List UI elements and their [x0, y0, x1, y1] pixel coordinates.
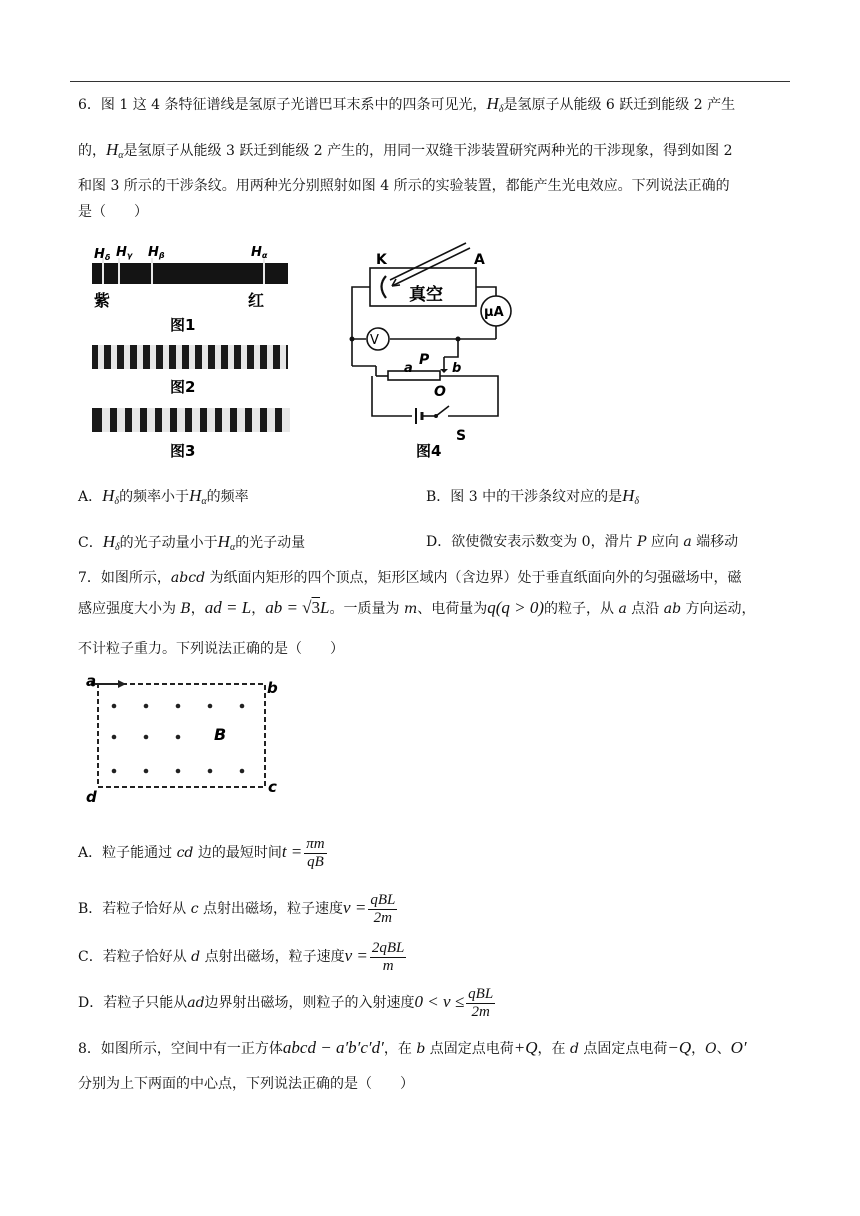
corner-d-label: d: [86, 788, 97, 806]
q6-option-b: B．图 3 中的干涉条纹对应的是$H_\delta$: [426, 486, 640, 507]
corner-c-label: c: [268, 778, 277, 796]
q8-line-1: 8．如图所示，空间中有一正方体abcd − a′b′c′d′，在 b 点固定点电荷+Q，在 d 点固定点电荷−Q，O、O′: [78, 1038, 747, 1057]
fig2-caption: 图2: [170, 378, 196, 396]
q7-line-2: 感应强度大小为 B，ad = L，ab = √3L。一质量为 m、电荷量为q(q > 0)的粒子，从 a 点沿 ab 方向运动，: [78, 598, 756, 617]
bright-fringe: [241, 345, 247, 369]
field-dot: [144, 735, 149, 740]
q6-line-3: 和图 3 所示的干涉条纹。用两种光分别照射如图 4 所示的实验装置，都能产生光电效应。下列说法正确的: [78, 178, 730, 194]
fig3-fringes: [92, 408, 290, 432]
h-alpha-symbol: $H_\alpha$: [106, 140, 124, 161]
bright-fringe: [117, 408, 125, 432]
field-dot: [176, 769, 181, 774]
q7-line-3: 不计粒子重力。下列说法正确的是（ ）: [78, 641, 344, 657]
slider-p-label: P: [419, 352, 430, 368]
q6-line-2: 的，$H_\alpha$是氢原子从能级 3 跃迁到能级 2 产生的，用同一双缝干涉装置研究两种光的干涉现象，得到如图 2: [78, 140, 733, 161]
violet-label: 紫: [94, 291, 111, 310]
bright-fringe: [111, 345, 117, 369]
voltmeter-label: V: [370, 333, 379, 348]
bright-fringe: [176, 345, 182, 369]
corner-b-label: b: [267, 679, 278, 697]
field-dot: [176, 704, 181, 709]
corner-a-label: a: [86, 672, 97, 690]
bright-fringe: [237, 408, 245, 432]
red-label: 红: [248, 291, 265, 310]
field-dot: [240, 769, 245, 774]
bright-fringe: [228, 345, 234, 369]
velocity-arrow-icon: [118, 680, 126, 688]
field-dot: [112, 704, 117, 709]
bright-fringe: [202, 345, 208, 369]
bright-fringe: [162, 408, 170, 432]
bright-fringe: [192, 408, 200, 432]
magnetic-field-figure: [80, 670, 285, 820]
bright-fringe: [147, 408, 155, 432]
bright-fringe: [215, 345, 221, 369]
vacuum-label: 真空: [409, 285, 443, 305]
bright-fringe: [124, 345, 130, 369]
bright-fringe: [207, 408, 215, 432]
q6-line-1: 6．图 1 这 4 条特征谱线是氢原子光谱巴耳末系中的四条可见光，$H_\delta$是氢原子从能级 6 跃迁到能级 2 产生: [78, 94, 736, 115]
cathode-label: K: [376, 252, 387, 268]
q7-option-c: C．若粒子恰好从 d 点射出磁场，粒子速度v = $\frac{\text{2qBL}}{m}$: [78, 939, 405, 974]
bright-fringe: [150, 345, 156, 369]
end-a-label: a: [404, 361, 413, 376]
q7-line-1: 7．如图所示，abcd 为纸面内矩形的四个顶点，矩形区域内（含边界）处于垂直纸面向外的匀强磁场中，磁: [78, 570, 742, 586]
ammeter-label: μA: [484, 305, 504, 320]
bright-fringe: [98, 345, 104, 369]
q7-option-d: D．若粒子只能从ad边界射出磁场，则粒子的入射速度0 < v ≤ $\frac{\text{qBL}}{2m}$: [78, 985, 494, 1020]
rheostat: [388, 371, 440, 380]
q6-option-d: D．欲使微安表示数变为 0，滑片 P 应向 a 端移动: [426, 534, 739, 550]
bright-fringe: [137, 345, 143, 369]
q7-option-a: A．粒子能通过 cd 边的最短时间t = $\frac{\pi m}{qB}$: [78, 835, 325, 870]
bright-fringe: [177, 408, 185, 432]
field-dot: [144, 704, 149, 709]
spectrum-bar: [92, 263, 288, 284]
bright-fringe: [189, 345, 195, 369]
switch-s-label: S: [456, 428, 467, 444]
fig1-caption: 图1: [170, 316, 196, 334]
line-label-beta: Hβ: [148, 245, 165, 260]
bright-fringe: [163, 345, 169, 369]
anode-label: A: [474, 252, 485, 268]
bright-fringe: [132, 408, 140, 432]
bright-fringe: [254, 345, 260, 369]
line-label-delta: Hδ: [94, 247, 111, 262]
field-dot: [240, 704, 245, 709]
field-dot: [208, 704, 213, 709]
fig4-caption: 图4: [416, 442, 442, 460]
q6-option-a: A．$H_\delta$的频率小于$H_\alpha$的频率: [78, 486, 249, 507]
field-dot: [176, 735, 181, 740]
h-delta-symbol: $H_\delta$: [486, 94, 504, 115]
q6-option-c: C．$H_\delta$的光子动量小于$H_\alpha$的光子动量: [78, 532, 306, 553]
bright-fringe: [102, 408, 110, 432]
figure-4-circuit: [346, 240, 526, 462]
field-dot: [112, 769, 117, 774]
q6-line-4: 是（ ）: [78, 204, 148, 220]
bright-fringe: [282, 408, 290, 432]
figure-1-2-3: [88, 238, 298, 463]
line-label-alpha: Hα: [251, 245, 268, 260]
field-dot: [144, 769, 149, 774]
field-b-label: B: [214, 725, 227, 744]
bright-fringe: [267, 345, 273, 369]
header-rule: [70, 81, 790, 82]
field-dot: [208, 769, 213, 774]
bright-fringe: [222, 408, 230, 432]
point-o-label: O: [434, 384, 446, 400]
field-dot: [112, 735, 117, 740]
q7-option-b: B．若粒子恰好从 c 点射出磁场，粒子速度v = $\frac{\text{qBL}}{2m}$: [78, 891, 396, 926]
bright-fringe: [280, 345, 286, 369]
fig2-fringes: [92, 345, 288, 369]
bright-fringe: [267, 408, 275, 432]
line-label-gamma: Hγ: [116, 245, 133, 260]
fig3-caption: 图3: [170, 442, 196, 460]
q8-line-2: 分别为上下两面的中心点，下列说法正确的是（ ）: [78, 1076, 414, 1092]
bright-fringe: [252, 408, 260, 432]
end-b-label: b: [452, 361, 462, 376]
